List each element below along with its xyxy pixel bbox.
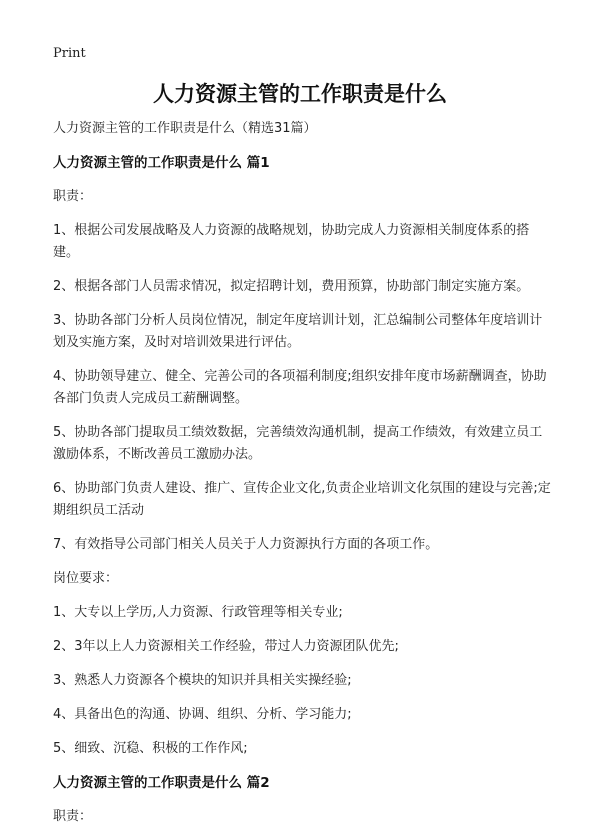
document-body — [53, 118, 553, 840]
print-link[interactable]: Print — [53, 46, 86, 61]
requirement-item: 2、3年以上人力资源相关工作经验，带过人力资源团队优先; — [53, 639, 399, 654]
page-title: 人力资源主管的工作职责是什么 — [153, 82, 447, 106]
duty-item: 5、协助各部门提取员工绩效数据，完善绩效沟通机制，提高工作绩效，有效建立员工激励体系，不断改善员工激励办法。 — [53, 425, 543, 462]
requirement-item: 4、具备出色的沟通、协调、组织、分析、学习能力; — [53, 707, 352, 722]
duty-item: 2、根据各部门人员需求情况，拟定招聘计划，费用预算，协助部门制定实施方案。 — [53, 279, 530, 294]
requirement-item: 1、大专以上学历,人力资源、行政管理等相关专业; — [53, 605, 343, 620]
requirements-label: 岗位要求： — [53, 571, 119, 586]
requirement-item: 5、细致、沉稳、积极的工作作风; — [53, 741, 248, 756]
duties-label: 职责： — [53, 809, 93, 824]
duties-label: 职责： — [53, 189, 93, 204]
section-heading: 人力资源主管的工作职责是什么 篇1 — [53, 155, 270, 171]
duty-item: 7、有效指导公司部门相关人员关于人力资源执行方面的各项工作。 — [53, 537, 439, 552]
section-heading: 人力资源主管的工作职责是什么 篇2 — [53, 775, 270, 791]
duty-item: 1、根据公司发展战略及人力资源的战略规划，协助完成人力资源相关制度体系的搭建。 — [53, 223, 530, 260]
section-2 — [53, 772, 553, 828]
duty-item: 6、协助部门负责人建设、推广、宣传企业文化,负责企业培训文化氛围的建设与完善;定期组织员工活动 — [53, 481, 551, 518]
section-1 — [53, 152, 553, 760]
duty-item: 3、协助各部门分析人员岗位情况，制定年度培训计划，汇总编制公司整体年度培训计划及实施方案，及时对培训效果进行评估。 — [53, 313, 543, 350]
duty-item: 4、协助领导建立、健全、完善公司的各项福利制度;组织安排年度市场薪酬调查，协助各部门负责人完成员工薪酬调整。 — [53, 369, 547, 406]
requirement-item: 3、熟悉人力资源各个模块的知识并具相关实操经验; — [53, 673, 352, 688]
document-subtitle: 人力资源主管的工作职责是什么（精选31篇） — [53, 121, 317, 136]
